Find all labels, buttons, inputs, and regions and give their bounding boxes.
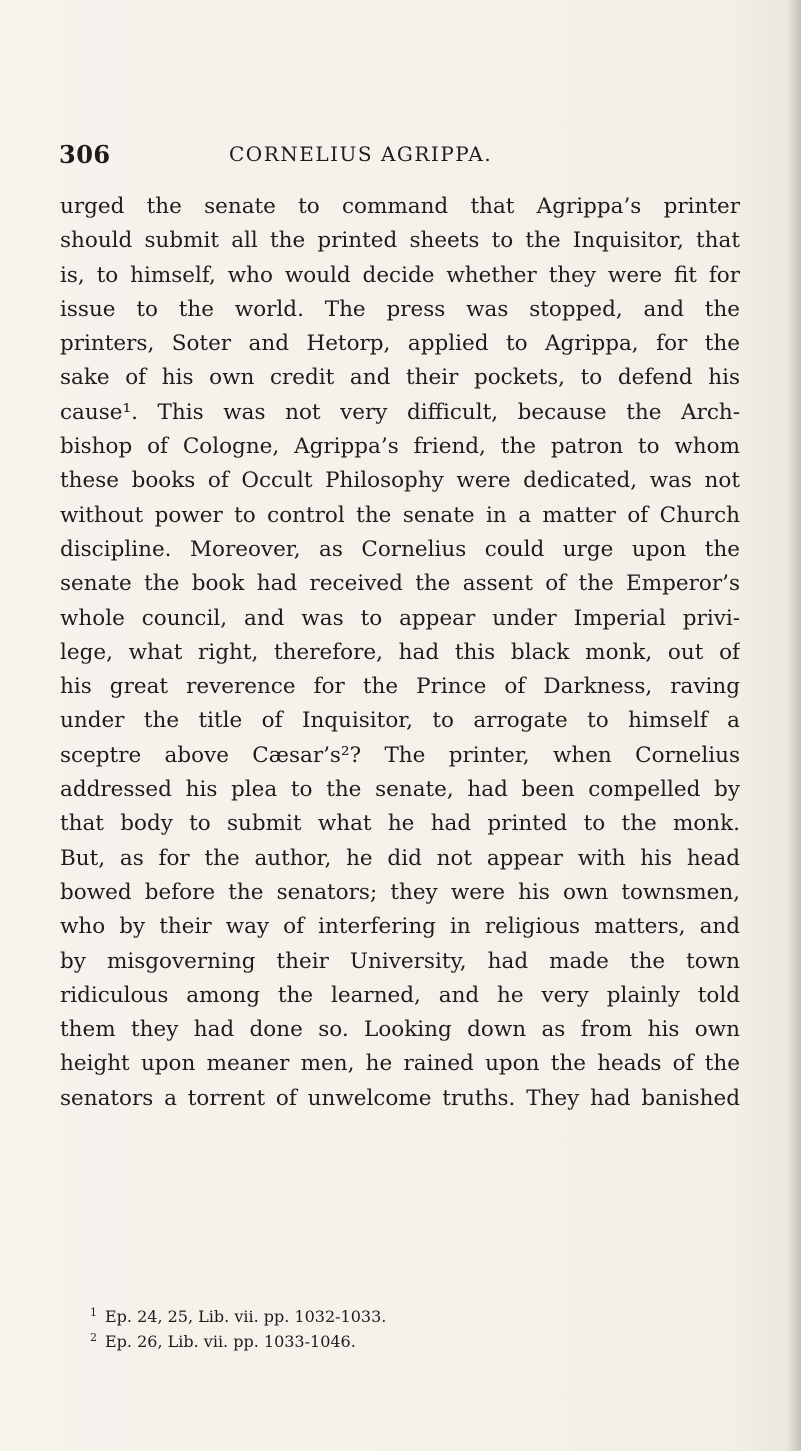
text-line: whole council, and was to appear under Imperial privi- bbox=[60, 605, 740, 631]
text-line: who by their way of interfering in religious matters, and bbox=[60, 914, 740, 940]
text-line: addressed his plea to the senate, had been compelled by bbox=[60, 777, 740, 803]
text-line: without power to control the senate in a matter of Church bbox=[60, 502, 740, 528]
text-line: sceptre above Cæsar’s²? The printer, when Cornelius bbox=[60, 742, 740, 768]
footnote-marker: 2 bbox=[90, 1330, 97, 1344]
text-line: urged the senate to command that Agrippa’s printer bbox=[60, 194, 740, 219]
running-head: CORNELIUS AGRIPPA. bbox=[229, 142, 493, 166]
footnote-marker: 1 bbox=[90, 1305, 97, 1319]
text-line: these books of Occult Philosophy were dedicated, was not bbox=[60, 468, 740, 494]
footnotes bbox=[90, 1304, 690, 1354]
text-line: his great reverence for the Prince of Darkness, raving bbox=[60, 674, 740, 700]
text-line: under the title of Inquisitor, to arrogate to himself a bbox=[60, 708, 740, 734]
text-line: But, as for the author, he did not appear with his head bbox=[60, 845, 740, 871]
text-line: by misgoverning their University, had made the town bbox=[60, 948, 740, 974]
footnote-text: Ep. 24, 25, Lib. vii. pp. 1032-1033. bbox=[105, 1307, 387, 1326]
footnote-text: Ep. 26, Lib. vii. pp. 1033-1046. bbox=[105, 1332, 356, 1351]
text-line: them they had done so. Looking down as from his own bbox=[60, 1017, 740, 1043]
text-line: ridiculous among the learned, and he very plainly told bbox=[60, 982, 740, 1008]
text-line: that body to submit what he had printed to the monk. bbox=[60, 811, 740, 837]
text-line: issue to the world. The press was stopped, and the bbox=[60, 296, 740, 322]
text-line: senate the book had received the assent of the Emperor’s bbox=[60, 571, 740, 597]
text-line: senators a torrent of unwelcome truths. They had banished bbox=[60, 1085, 740, 1111]
page-header bbox=[59, 140, 739, 172]
footnote bbox=[90, 1304, 690, 1329]
text-line: should submit all the printed sheets to the Inquisitor, that bbox=[60, 228, 740, 254]
text-line: is, to himself, who would decide whether they were fit for bbox=[60, 262, 740, 288]
text-line: sake of his own credit and their pockets, to defend his bbox=[60, 365, 740, 391]
text-line: lege, what right, therefore, had this black monk, out of bbox=[60, 639, 740, 665]
text-line: bishop of Cologne, Agrippa’s friend, the patron to whom bbox=[60, 434, 740, 460]
text-line: printers, Soter and Hetorp, applied to Agrippa, for the bbox=[60, 331, 740, 357]
text-line: height upon meaner men, he rained upon the heads of the bbox=[60, 1051, 740, 1077]
text-line: cause¹. This was not very difficult, because the Arch- bbox=[60, 399, 740, 425]
body-text bbox=[60, 190, 740, 1116]
text-line: bowed before the senators; they were his own townsmen, bbox=[60, 879, 740, 905]
page-edge-shadow bbox=[787, 0, 801, 1451]
page-number: 306 bbox=[59, 140, 111, 169]
footnote bbox=[90, 1329, 690, 1354]
text-line: discipline. Moreover, as Cornelius could urge upon the bbox=[60, 536, 740, 562]
